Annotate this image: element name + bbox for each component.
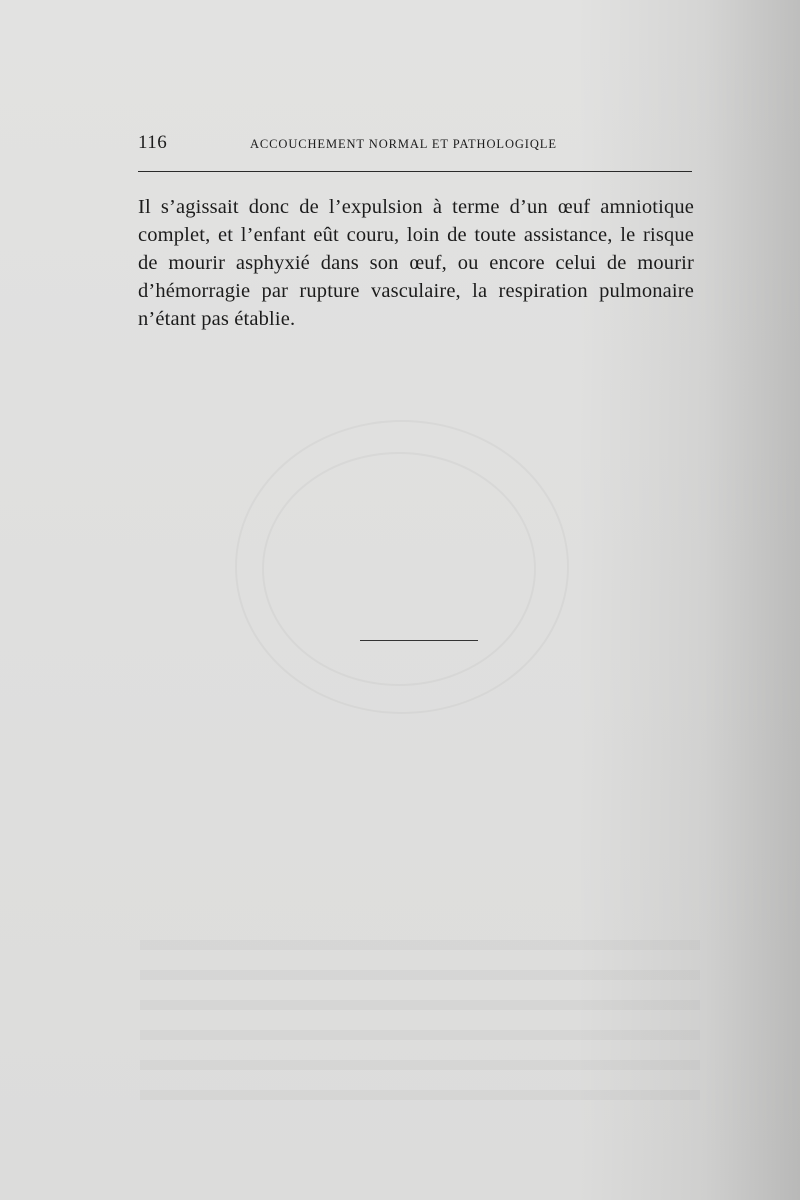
body-paragraph: Il s’agissait donc de l’expulsion à terme d’un œuf amniotique complet, et l’enfant eût couru, loin de toute assistance, le risque de mourir asphyxié dans son œuf, ou encore celui de mourir d’hémorragie par rupture vasculaire, la respiration pulmonaire n’étant pas établie. (138, 196, 694, 330)
page-number: 116 (138, 132, 168, 153)
running-title: ACCOUCHEMENT NORMAL ET PATHOLOGIQLE (250, 137, 557, 151)
show-through-text (140, 920, 700, 1120)
header-rule (138, 171, 692, 172)
page-header (138, 132, 692, 160)
show-through-figure-inner (262, 452, 536, 686)
section-end-rule (360, 640, 478, 641)
